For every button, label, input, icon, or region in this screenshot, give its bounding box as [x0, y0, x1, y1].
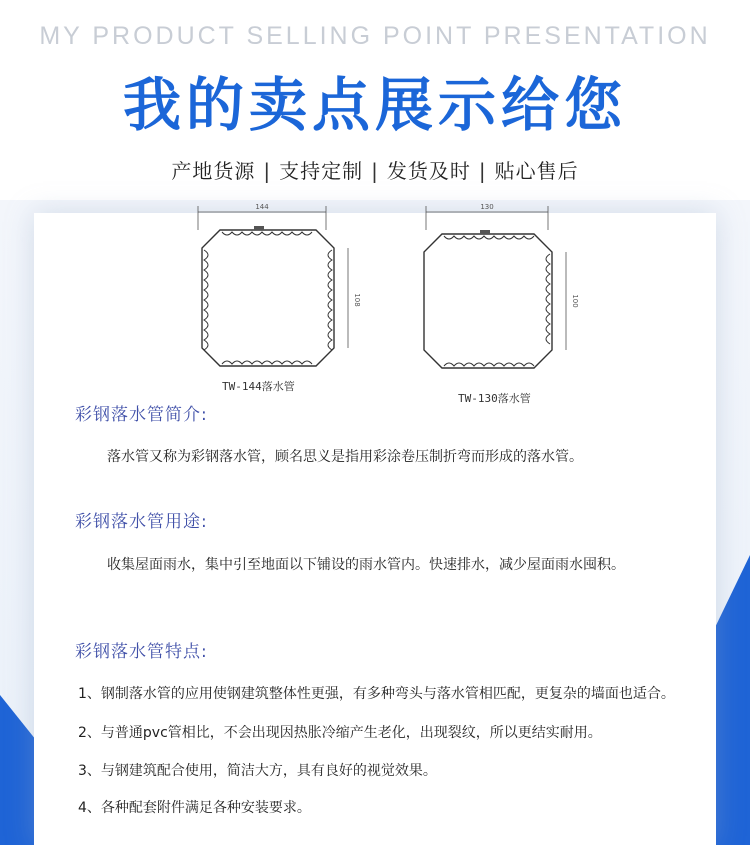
- section-heading-intro: 彩钢落水管简介:: [75, 405, 208, 425]
- width-dimension: 130: [480, 203, 494, 211]
- tag-separator: |: [478, 159, 487, 183]
- drawing-tw144-figure: [190, 200, 370, 375]
- main-title: 我的卖点展示给您: [122, 71, 627, 139]
- english-title: MY PRODUCT SELLING POINT PRESENTATION: [39, 22, 711, 50]
- drawing-tw130-figure: [410, 200, 590, 380]
- feature-item: 4、各种配套附件满足各种安装要求。: [78, 800, 311, 816]
- feature-item: 1、钢制落水管的应用使钢建筑整体性更强，有多种弯头与落水管相匹配，更复杂的墙面也适合。: [78, 686, 675, 702]
- feature-tags: [0, 155, 750, 184]
- height-dimension: 108: [353, 293, 361, 307]
- usage-paragraph: 收集屋面雨水，集中引至地面以下铺设的雨水管内。快速排水，减少屋面雨水囤积。: [107, 557, 625, 573]
- feature-item: 2、与普通pvc管相比，不会出现因热胀冷缩产生老化，出现裂纹，所以更结实耐用。: [78, 725, 602, 741]
- intro-paragraph: 落水管又称为彩钢落水管，顾名思义是指用彩涂卷压制折弯而形成的落水管。: [107, 449, 583, 465]
- tag-aftersales: 贴心售后: [494, 159, 579, 183]
- drawing-tw130: [410, 200, 590, 380]
- section-heading-features: 彩钢落水管特点:: [75, 642, 208, 662]
- tag-custom: 支持定制: [279, 159, 364, 183]
- height-dimension: 100: [571, 294, 579, 308]
- drawing-tw144: [190, 200, 370, 375]
- feature-item: 3、与钢建筑配合使用，简洁大方，具有良好的视觉效果。: [78, 763, 437, 779]
- section-heading-usage: 彩钢落水管用途:: [75, 512, 208, 532]
- tag-separator: |: [371, 159, 379, 183]
- tag-separator: |: [263, 159, 272, 183]
- tag-shipping: 发货及时: [386, 159, 471, 183]
- drawing-label-tw144: TW-144落水管: [222, 380, 295, 393]
- drawing-label-tw130: TW-130落水管: [458, 392, 531, 405]
- width-dimension: 144: [255, 203, 269, 211]
- tag-origin: 产地货源: [171, 159, 256, 183]
